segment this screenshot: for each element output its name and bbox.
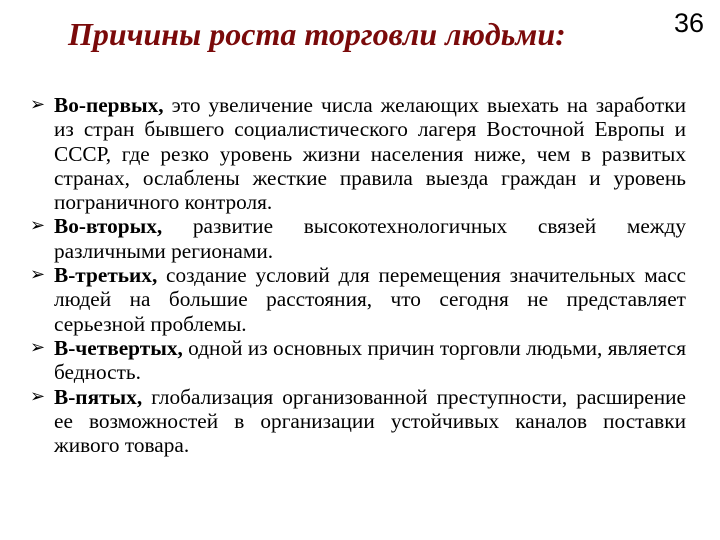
item-text: это увеличение числа желающих выехать на заработки из стран бывшего социалистического лагеря Восточной Европы и СССР, где резко уровень жизни населения ниже, чем в развитых странах, ослаблены жесткие правила выезда граждан и уровень пограничного контроля. [54,93,686,215]
arrow-bullet-icon: ➢ [30,336,46,358]
arrow-bullet-icon: ➢ [30,264,46,286]
item-text: одной из основных причин торговли людьми, является бедность. [54,335,686,385]
reasons-list [30,93,686,458]
arrow-bullet-icon: ➢ [30,94,46,115]
item-lead: В-четвертых, [54,335,183,360]
item-lead: Во-первых, [54,93,164,117]
item-lead: В-пятых, [54,384,143,409]
list-item-first [30,93,686,215]
item-text: развитие высокотехнологичных связей между различными регионами. [54,214,686,263]
list-item-third [30,263,686,336]
slide-title: Причины роста торговли людьми: [68,16,566,52]
item-lead: Во-вторых, [54,214,163,239]
list-item-fifth [30,384,686,458]
list-item-fourth [30,335,686,385]
arrow-bullet-icon: ➢ [30,215,46,237]
arrow-bullet-icon: ➢ [30,385,46,407]
item-text: глобализация организованной преступности, расширение ее возможностей в организации устойчивых каналов поставки живого товара. [54,384,686,458]
list-item-second [30,214,686,263]
page-number: 36 [673,8,704,38]
item-text: создание условий для перемещения значительных масс людей на большие расстояния, что сегодня не представляет серьезной проблемы. [54,263,686,336]
item-lead: В-третьих, [54,263,158,288]
